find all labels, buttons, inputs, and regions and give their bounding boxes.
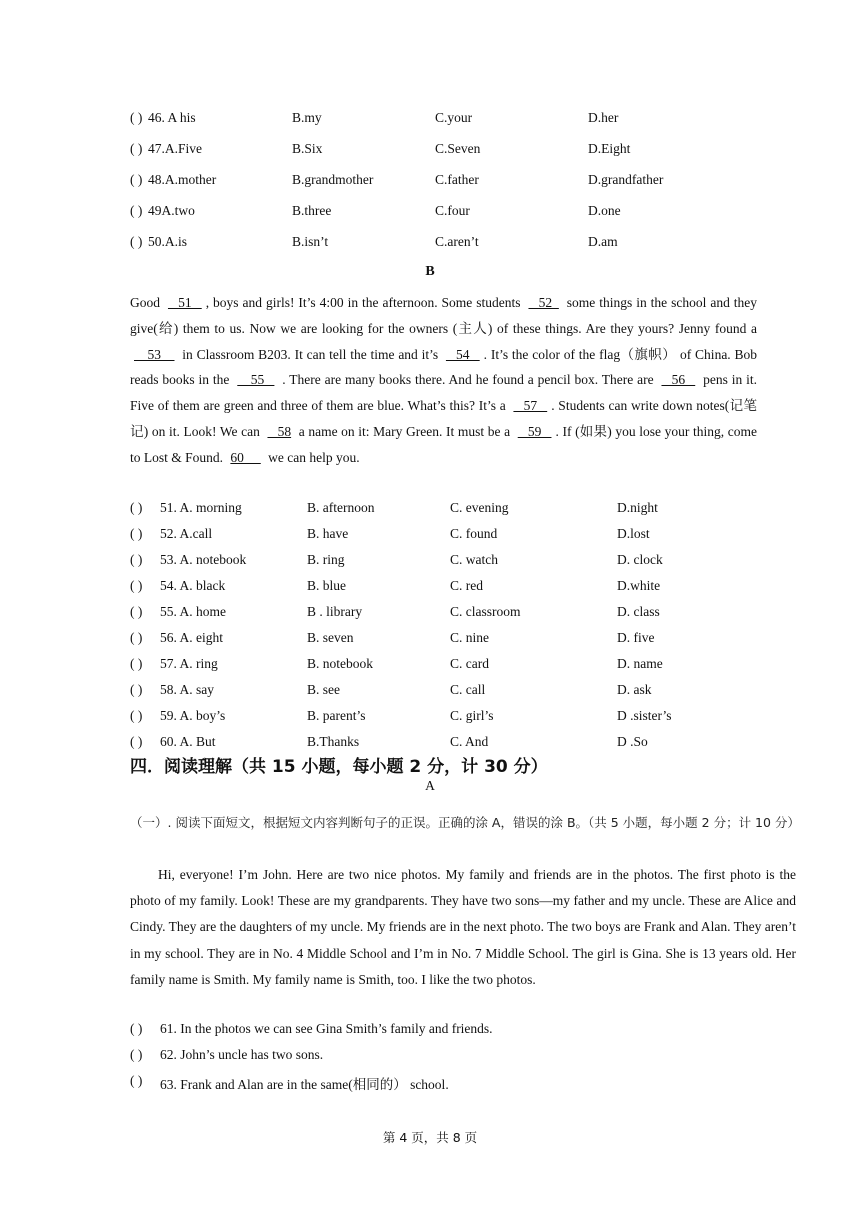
option-a: 49A.two [148, 203, 195, 218]
option-d: D. name [617, 656, 663, 671]
option-a: 56. A. eight [160, 630, 223, 645]
answer-blank: ( ) [130, 734, 143, 749]
answer-blank: ( ) [130, 604, 143, 619]
option-c: C.father [435, 172, 479, 187]
option-b: B. blue [307, 578, 346, 593]
option-c: C. card [450, 656, 489, 671]
option-d: D.lost [617, 526, 650, 541]
option-d: D.one [588, 203, 621, 218]
option-b: B. ring [307, 552, 345, 567]
option-a: 46. A his [148, 110, 196, 125]
option-b: B.isn’t [292, 234, 329, 249]
answer-blank: ( ) [130, 141, 143, 156]
option-b: B. have [307, 526, 349, 541]
answer-blank: ( ) [130, 110, 143, 125]
option-a: 52. A.call [160, 526, 213, 541]
option-b: B . library [307, 604, 363, 619]
option-a: 60. A. But [160, 734, 216, 749]
option-d: D.Eight [588, 141, 631, 156]
option-c: C.aren’t [435, 234, 479, 249]
option-a: 47.A.Five [148, 141, 202, 156]
option-a: 57. A. ring [160, 656, 218, 671]
option-a: 50.A.is [148, 234, 188, 249]
answer-blank: ( ) [130, 708, 143, 723]
option-d: D.white [617, 578, 661, 593]
passage-b: Good 51 , boys and girls! It’s 4:00 in the afternoon. Some students 52 some things in the school and they give(给) them to us. Now we are looking for the owners (主人) of these things. Are they yours? Jenny found a 53 in Classroom B203. It can tell the time and it’s 54 . It’s the color of the flag（旗帜） of China. Bob reads books in the 55 . There are many books there. And he found a pencil box. There are 56 pens in it. Five of them are green and three of them are blue. What’s this? It’s a 57 . Students can write down notes(记笔记) on it. Look! We can 58 a name on it: Mary Green. It must be a 59 . If (如果) you lose your thing, come to Lost & Found. 60 we can help you. [130, 295, 758, 465]
option-a: 51. A. morning [160, 500, 242, 515]
option-d: D .So [617, 734, 648, 749]
answer-blank: ( ) [130, 1021, 143, 1036]
option-d: D. clock [617, 552, 663, 567]
option-c: C. girl’s [450, 708, 494, 723]
option-d: D. five [617, 630, 655, 645]
option-b: B. notebook [307, 656, 373, 671]
option-b: B.my [292, 110, 322, 125]
passage-a: Hi, everyone! I’m John. Here are two nice photos. My family and friends are in the photos. The first photo is the photo of my family. Look! These are my grandparents. They have two sons—my father and my uncle. These are Alice and Cindy. They are the daughters of my uncle. My friends are in the next photo. The two boys are Frank and Alan. They aren’t in my school. They are in No. 4 Middle School and I’m in No. 7 Middle School. The girl is Gina. She is 13 years old. Her family name is Smith. My family name is Smith, too. I like the two photos. [130, 867, 796, 987]
option-d: D. ask [617, 682, 652, 697]
option-c: C. found [450, 526, 498, 541]
question-text: 63. Frank and Alan are in the same(相同的） school. [160, 1077, 449, 1092]
option-a: 59. A. boy’s [160, 708, 226, 723]
option-b: B. seven [307, 630, 354, 645]
answer-blank: ( ) [130, 552, 143, 567]
page-footer: 第 4 页，共 8 页 [382, 1130, 478, 1145]
answer-blank: ( ) [130, 630, 143, 645]
option-b: B.Thanks [307, 734, 360, 749]
question-text: 62. John’s uncle has two sons. [160, 1047, 324, 1062]
section-b-heading: B [425, 264, 435, 279]
option-d: D.grandfather [588, 172, 664, 187]
option-d: D. class [617, 604, 660, 619]
option-c: C. red [450, 578, 483, 593]
option-b: B.grandmother [292, 172, 374, 187]
option-c: C. nine [450, 630, 489, 645]
option-b: B.three [292, 203, 332, 218]
option-a: 58. A. say [160, 682, 214, 697]
option-a: 53. A. notebook [160, 552, 247, 567]
answer-blank: ( ) [130, 1047, 143, 1062]
option-c: C. classroom [450, 604, 521, 619]
option-b: B. afternoon [307, 500, 375, 515]
option-c: C.Seven [435, 141, 481, 156]
option-a: 48.A.mother [148, 172, 217, 187]
answer-blank: ( ) [130, 578, 143, 593]
instructions: （一）. 阅读下面短文，根据短文内容判断句子的正误。正确的涂 A，错误的涂 B。（共 5 小题，每小题 2 分；计 10 分） [130, 815, 800, 830]
question-text: 61. In the photos we can see Gina Smith’s family and friends. [160, 1021, 493, 1036]
option-c: C.your [435, 110, 473, 125]
option-c: C. evening [450, 500, 509, 515]
option-d: D.night [617, 500, 658, 515]
option-d: D .sister’s [617, 708, 672, 723]
option-b: B. see [307, 682, 340, 697]
option-a: 54. A. black [160, 578, 226, 593]
option-b: B.Six [292, 141, 323, 156]
answer-blank: ( ) [130, 172, 143, 187]
option-c: C.four [435, 203, 470, 218]
option-c: C. And [450, 734, 489, 749]
answer-blank: ( ) [130, 234, 143, 249]
section-four-heading: 四．阅读理解（共 15 小题，每小题 2 分，计 30 分） [130, 757, 548, 777]
part-a-label: A [425, 778, 435, 793]
option-c: C. call [450, 682, 486, 697]
answer-blank: ( ) [130, 203, 143, 218]
option-c: C. watch [450, 552, 498, 567]
option-d: D.her [588, 110, 619, 125]
option-a: 55. A. home [160, 604, 226, 619]
answer-blank: ( ) [130, 682, 143, 697]
option-b: B. parent’s [307, 708, 366, 723]
answer-blank: ( ) [130, 500, 143, 515]
answer-blank: ( ) [130, 1073, 143, 1088]
option-d: D.am [588, 234, 618, 249]
answer-blank: ( ) [130, 526, 143, 541]
answer-blank: ( ) [130, 656, 143, 671]
